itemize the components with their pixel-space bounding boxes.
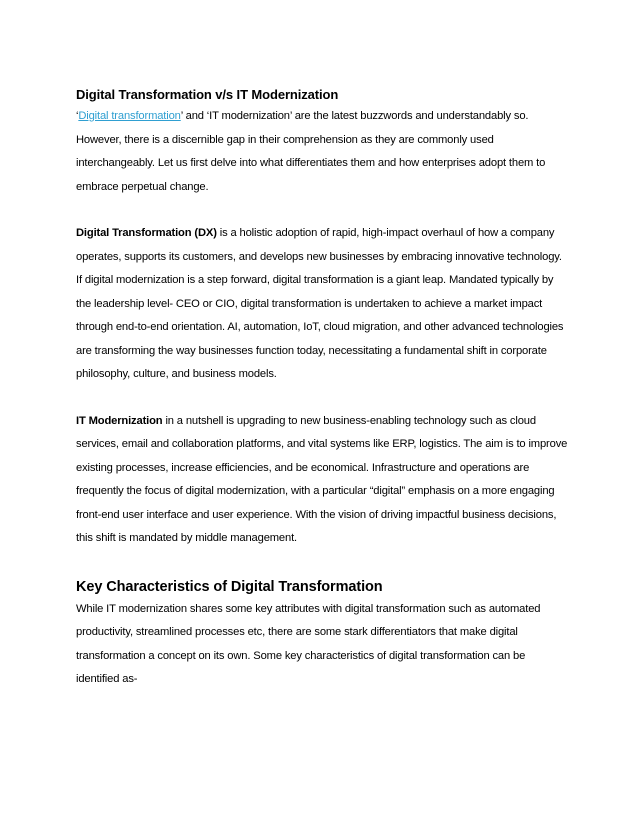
dx-term: Digital Transformation (DX) bbox=[76, 227, 217, 239]
itm-paragraph-text: in a nutshell is upgrading to new business-enabling technology such as cloud services, email and collaboration platforms, and vital systems like ERP, logistics. The aim is to improve existing processes, increase efficiencies, and be economical. Infrastructure and operations are frequently the focus of digital modernization, with a particular “digital” emphasis on a more engaging front-end user interface and user experience. With the vision of driving impactful business decisions, this shift is mandated by middle management. bbox=[76, 414, 568, 544]
dx-paragraph-text: is a holistic adoption of rapid, high-impact overhaul of how a company operates, supports its customers, and develops new businesses by embracing innovative technology. If digital modernization is a step forward, digital transformation is a giant leap. Mandated typically by the leadership level- CEO or CIO, digital transformation is undertaken to achieve a market impact through end-to-end orientation. AI, automation, IoT, cloud migration, and other advanced technologies are transforming the way businesses function today, necessitating a fundamental shift in corporate philosophy, culture, and business models. bbox=[76, 227, 564, 380]
itm-term: IT Modernization bbox=[76, 414, 163, 427]
itm-paragraph bbox=[76, 410, 570, 551]
key-characteristics-paragraph: While IT modernization shares some key attributes with digital transformation such as automated productivity, streamlined processes etc, there are some stark differentiators that make digital transformation a concept on its own. Some key characteristics of digital transformation can be identified as- bbox=[76, 602, 541, 685]
document-page bbox=[76, 85, 570, 692]
dx-paragraph bbox=[76, 222, 570, 387]
intro-paragraph bbox=[76, 105, 570, 199]
section-heading-key-characteristics: Key Characteristics of Digital Transformation bbox=[76, 578, 383, 595]
section-heading-dx-vs-itm: Digital Transformation v/s IT Modernization bbox=[76, 87, 339, 102]
intro-paragraph-text: ’ and ‘IT modernization’ are the latest buzzwords and understandably so. However, there is a discernible gap in their comprehension as they are commonly used interchangeably. Let us first delve into what differentiates them and how enterprises adopt them to embrace perpetual change. bbox=[76, 110, 546, 193]
open-quote: ‘ bbox=[76, 110, 79, 122]
digital-transformation-link[interactable]: Digital transformation bbox=[78, 110, 181, 122]
